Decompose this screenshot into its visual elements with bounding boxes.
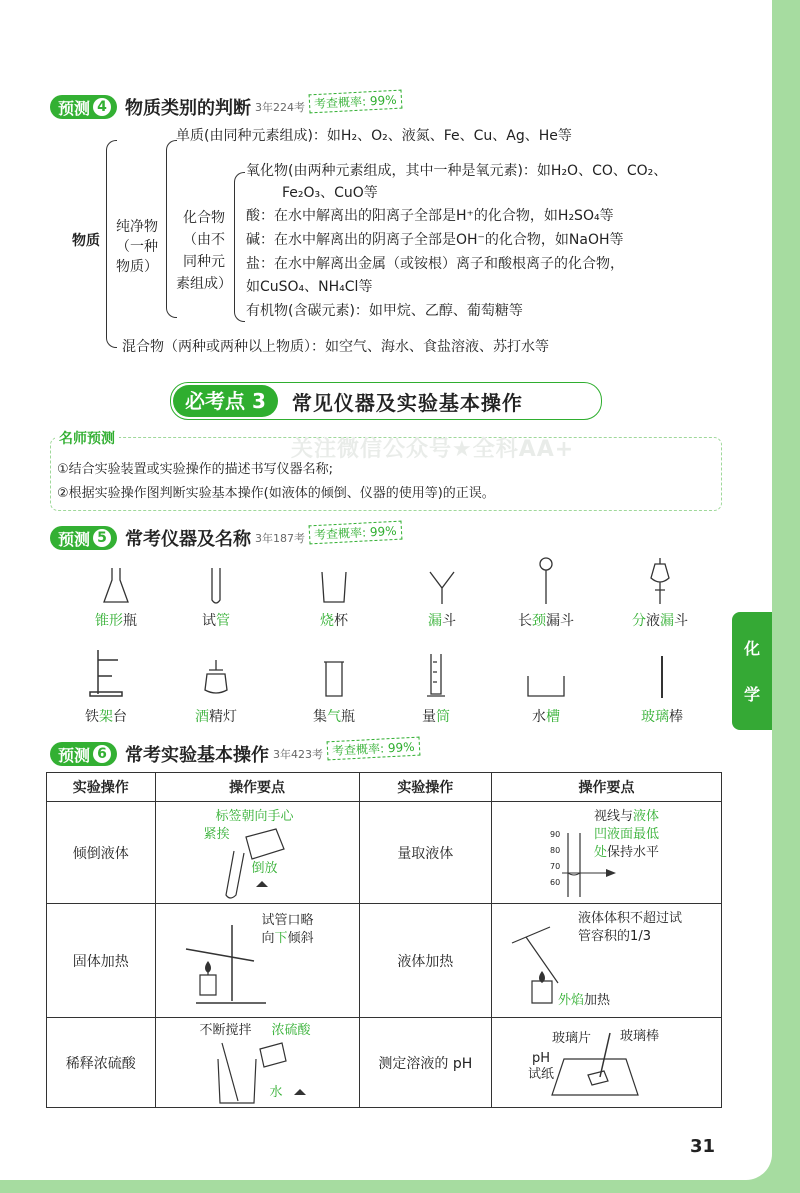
operations-table	[46, 772, 722, 1108]
erlenmeyer-flask-icon	[101, 566, 131, 606]
brace-compound	[234, 172, 245, 322]
table-row	[47, 802, 722, 904]
alcohol-lamp-icon	[201, 656, 231, 702]
instrument-graduated-cylinder: 量筒	[386, 652, 486, 726]
solid-heating-diagram-icon	[156, 905, 356, 1017]
op-pour-liquid: 倾倒液体	[47, 802, 156, 904]
root-label: 物质	[72, 233, 100, 249]
tip-line-2: ②根据实验操作图判断实验基本操作(如液体的倾倒、仪器的使用等)的正误。	[57, 486, 495, 501]
pure-label: 纯净物 （一种 物质）	[116, 219, 158, 275]
scale-ticks: 90 80 70 60	[550, 829, 561, 887]
table-row	[47, 904, 722, 1018]
test-tube-icon	[206, 566, 226, 606]
probability-stamp: 考查概率: 99%	[309, 520, 402, 544]
fig-dilute-acid: 不断搅拌 浓硫酸 水	[155, 1018, 359, 1108]
glass-rod-icon	[652, 652, 672, 702]
prediction-6-heading	[50, 740, 420, 768]
header-operation-2: 实验操作	[359, 773, 491, 802]
funnel-icon	[427, 566, 457, 606]
liquid-heating-diagram-icon	[492, 905, 712, 1017]
water-trough-icon	[524, 662, 568, 702]
instrument-alcohol-lamp: 酒精灯	[166, 656, 266, 726]
tip-line-1: ①结合实验装置或实验操作的描述书写仪器名称;	[57, 462, 334, 477]
prediction-5-heading	[50, 524, 402, 552]
header-points: 操作要点	[155, 773, 359, 802]
beaker-icon	[319, 566, 349, 606]
header-points-2: 操作要点	[492, 773, 722, 802]
frequency-tag: 3年423考	[273, 748, 324, 761]
subject-tab-chemistry[interactable]: 化 学	[732, 612, 772, 730]
instrument-beaker: 烧杯	[284, 566, 384, 630]
frequency-tag: 3年187考	[255, 532, 306, 545]
fig-measure-ph: 玻璃片 玻璃棒 pH 试纸	[492, 1018, 722, 1108]
table-header-row	[47, 773, 722, 802]
cylinder-scale-icon	[492, 803, 712, 903]
probability-stamp: 考查概率: 99%	[309, 89, 402, 113]
op-heat-liquid: 液体加热	[359, 904, 491, 1018]
prediction-badge: 预测 6	[50, 742, 117, 766]
instrument-iron-stand: 铁架台	[56, 646, 156, 726]
mixture-text: 混合物（两种或两种以上物质）：如空气、海水、食盐溶液、苏打水等	[122, 339, 549, 355]
prediction-title: 常考仪器及名称	[125, 529, 252, 550]
keypoint-title: 常见仪器及实验基本操作	[291, 390, 523, 415]
instrument-gas-jar: 集气瓶	[284, 656, 384, 726]
organic-text: 有机物(含碳元素)：如甲烷、乙醇、葡萄糖等	[246, 303, 523, 319]
page-number: 31	[690, 1136, 716, 1157]
iron-stand-icon	[86, 646, 126, 702]
instrument-glass-rod: 玻璃棒	[612, 652, 712, 726]
ph-test-diagram-icon	[492, 1019, 712, 1107]
table-row	[47, 1018, 722, 1108]
element-text: 单质(由同种元素组成)：如H₂、O₂、液氮、Fe、Cu、Ag、He等	[176, 128, 572, 144]
keypoint-label: 必考点 3	[173, 385, 278, 417]
teacher-prediction-label: 名师预测	[55, 428, 119, 448]
instrument-separatory-funnel: 分液漏斗	[610, 556, 710, 630]
keypoint-banner	[170, 382, 602, 420]
op-heat-solid: 固体加热	[47, 904, 156, 1018]
prediction-title: 物质类别的判断	[125, 98, 252, 119]
instrument-long-neck-funnel: 长颈漏斗	[496, 556, 596, 630]
separatory-funnel-icon	[645, 556, 675, 606]
graduated-cylinder-icon	[421, 652, 451, 702]
salt-text-2: 如CuSO₄、NH₄Cl等	[246, 279, 373, 295]
teacher-prediction-box	[50, 431, 722, 511]
prediction-title: 常考实验基本操作	[125, 745, 270, 766]
fig-heat-solid: 试管口略 向下倾斜	[155, 904, 359, 1018]
fig-heat-liquid: 液体体积不超过试 管容积的1/3 外焰加热	[492, 904, 722, 1018]
oxide-text-2: Fe₂O₃、CuO等	[282, 185, 378, 201]
dilution-diagram-icon	[156, 1019, 356, 1107]
oxide-text: 氧化物(由两种元素组成，其中一种是氧元素)：如H₂O、CO、CO₂、	[246, 163, 668, 179]
long-neck-funnel-icon	[531, 556, 561, 606]
compound-label: 化合物 （由不 同种元 素组成）	[176, 210, 232, 292]
fig-pour-liquid: 标签朝向手心 紧挨 倒放	[155, 802, 359, 904]
instrument-erlenmeyer-flask: 锥形瓶	[66, 566, 166, 630]
fig-measure-liquid: 视线与液体 凹液面最低 处保持水平 90 80 70 60	[492, 802, 722, 904]
salt-text: 盐：在水中解离出金属（或铵根）离子和酸根离子的化合物，	[246, 256, 624, 272]
op-measure-liquid: 量取液体	[359, 802, 491, 904]
prediction-badge: 预测 4	[50, 95, 117, 119]
op-measure-ph: 测定溶液的 pH	[359, 1018, 491, 1108]
acid-text: 酸：在水中解离出的阳离子全部是H⁺的化合物，如H₂SO₄等	[246, 208, 614, 224]
instrument-test-tube: 试管	[166, 566, 266, 630]
op-dilute-acid: 稀释浓硫酸	[47, 1018, 156, 1108]
probability-stamp: 考查概率: 99%	[327, 736, 420, 760]
instrument-water-trough: 水槽	[496, 662, 596, 726]
gas-jar-icon	[319, 656, 349, 702]
prediction-badge: 预测 5	[50, 526, 117, 550]
prediction-4-heading	[50, 93, 402, 121]
pouring-diagram-icon	[156, 803, 356, 903]
header-operation: 实验操作	[47, 773, 156, 802]
instrument-funnel: 漏斗	[392, 566, 492, 630]
base-text: 碱：在水中解离出的阴离子全部是OH⁻的化合物，如NaOH等	[246, 232, 624, 248]
frequency-tag: 3年224考	[255, 101, 306, 114]
watermark: 关注微信公众号★全科AA+	[291, 437, 575, 462]
